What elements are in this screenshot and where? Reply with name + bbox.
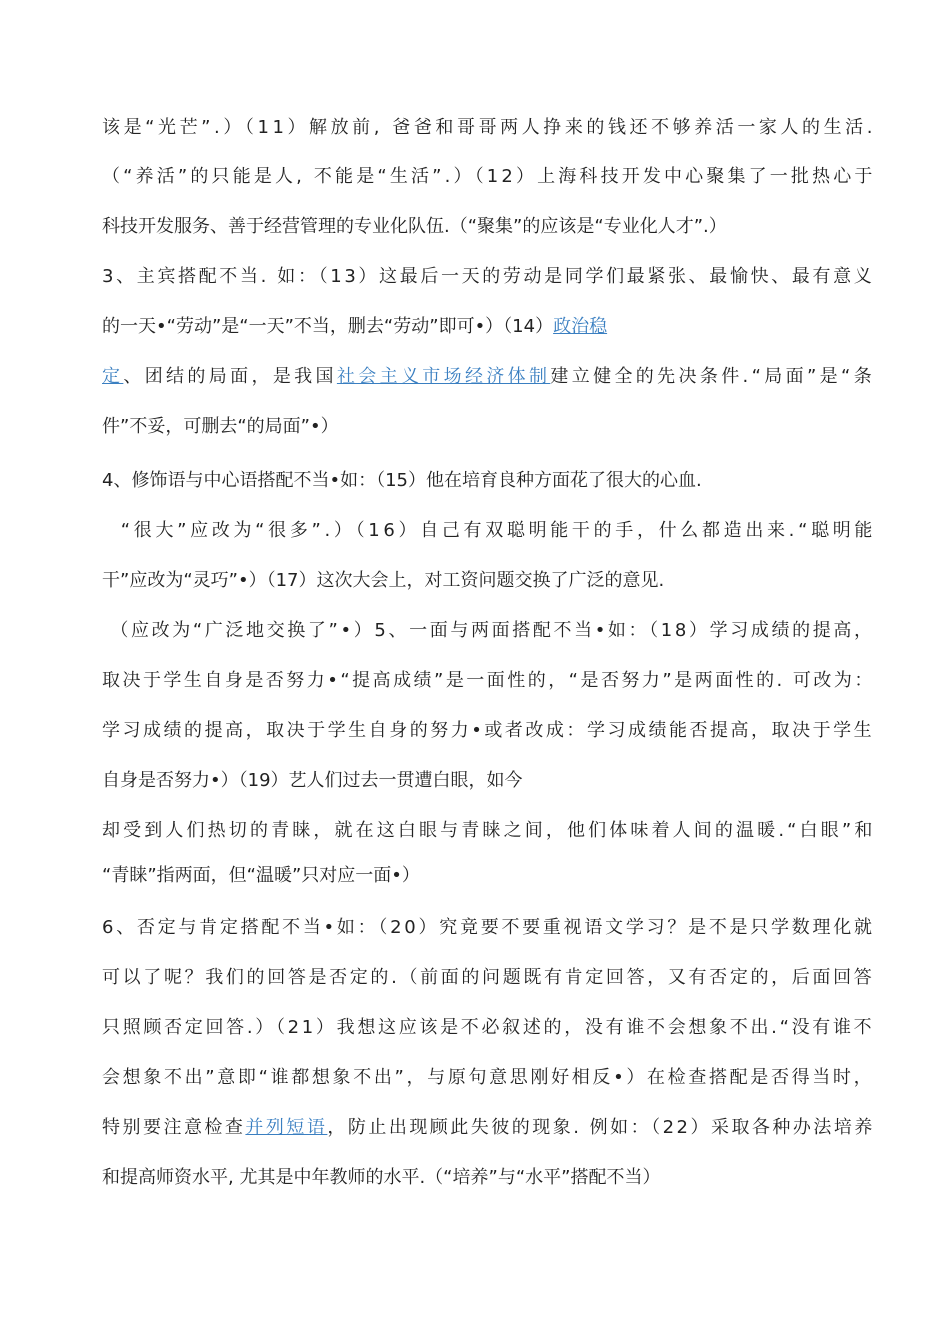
text-line (102, 768, 523, 794)
text-line (102, 115, 876, 141)
text-segment: 件”不妥，可删去“的局面”•） (102, 416, 339, 437)
text-segment: （“养活”的只能是人, 不能是“生活”.）（12）上海科技开发中心聚集了一批热心于 (102, 166, 876, 187)
text-line (102, 568, 664, 594)
text-segment: 3、主宾搭配不当. 如：（13）这最后一天的劳动是同学们最紧张、最愉快、最有意义 (102, 266, 875, 287)
text-line (102, 718, 874, 744)
hyperlink[interactable]: 政治稳 (553, 316, 608, 337)
text-line (102, 414, 339, 440)
text-segment: 学习成绩的提高，取决于学生自身的努力•或者改成：学习成绩能否提高，取决于学生 (102, 720, 875, 741)
text-segment: 、团结的局面，是我国 (123, 366, 337, 387)
text-segment: 会想象不出”意即“谁都想象不出”，与原句意思刚好相反•）在检查搭配是否得当时， (102, 1067, 875, 1088)
text-segment: （应改为“广泛地交换了”•）5、一面与两面搭配不当•如：（18）学习成绩的提高， (102, 620, 875, 641)
text-segment: 干”应改为“灵巧”•）（17）这次大会上，对工资问题交换了广泛的意见. (102, 570, 665, 591)
text-line (102, 314, 607, 340)
text-segment: 自身是否努力•）（19）艺人们过去一贯遭白眼，如今 (102, 770, 523, 791)
text-line (102, 618, 875, 644)
text-segment: 却受到人们热切的青睐，就在这白眼与青睐之间，他们体味着人间的温暖.“白眼”和 (102, 820, 876, 841)
text-line (102, 468, 702, 494)
text-line (102, 164, 876, 190)
text-segment: “很大”应改为“很多”.）（16）自己有双聪明能干的手，什么都造出来.“聪明能 (102, 520, 877, 541)
text-segment: 和提高师资水平, 尤其是中年教师的水平.（“培养”与“水平”搭配不当） (102, 1167, 661, 1188)
text-line (102, 214, 727, 240)
text-line (102, 1015, 874, 1041)
hyperlink[interactable]: 定 (102, 366, 124, 387)
text-segment: 6、否定与肯定搭配不当•如：（20）究竟要不要重视语文学习？是不是只学数理化就 (102, 917, 875, 938)
text-segment: 4、修饰语与中心语搭配不当•如：（15）他在培育良种方面花了很大的心血. (102, 470, 702, 491)
text-segment: 特别要注意检查 (102, 1117, 246, 1138)
text-line (102, 1115, 875, 1141)
text-segment: 建立健全的先决条件.“局面”是“条 (550, 366, 876, 387)
text-segment: 只照顾否定回答.）（21）我想这应该是不必叙述的，没有谁不会想象不出.“没有谁不 (102, 1017, 875, 1038)
text-segment: ，防止出现顾此失彼的现象. 例如：（22）采取各种办法培养 (327, 1117, 875, 1138)
text-line (102, 915, 875, 941)
hyperlink[interactable]: 社会主义市场经济体制 (336, 366, 551, 387)
text-segment: 取决于学生自身是否努力•“提高成绩”是一面性的，“是否努力”是两面性的. 可改为： (102, 670, 875, 691)
text-line (102, 668, 875, 694)
text-segment: 该是“光芒”.）（11）解放前, 爸爸和哥哥两人挣来的钱还不够养活一家人的生活. (102, 117, 877, 138)
text-line (102, 1065, 874, 1091)
text-segment: 可以了呢？我们的回答是否定的.（前面的问题既有肯定回答，又有否定的，后面回答 (102, 967, 875, 988)
text-segment: 科技开发服务、善于经营管理的专业化队伍.（“聚集”的应该是“专业化人才”.） (102, 216, 727, 237)
text-line (102, 264, 874, 290)
text-line (102, 965, 874, 991)
text-line (102, 1165, 660, 1191)
text-line (102, 863, 420, 889)
hyperlink[interactable]: 并列短语 (245, 1117, 328, 1138)
text-line (102, 364, 875, 390)
text-segment: 的一天•“劳动”是“一天”不当，删去“劳动”即可•）（14） (102, 316, 554, 337)
text-line (102, 518, 876, 544)
text-segment: “青睐”指两面，但“温暖”只对应一面•） (102, 865, 420, 886)
text-line (102, 818, 876, 844)
